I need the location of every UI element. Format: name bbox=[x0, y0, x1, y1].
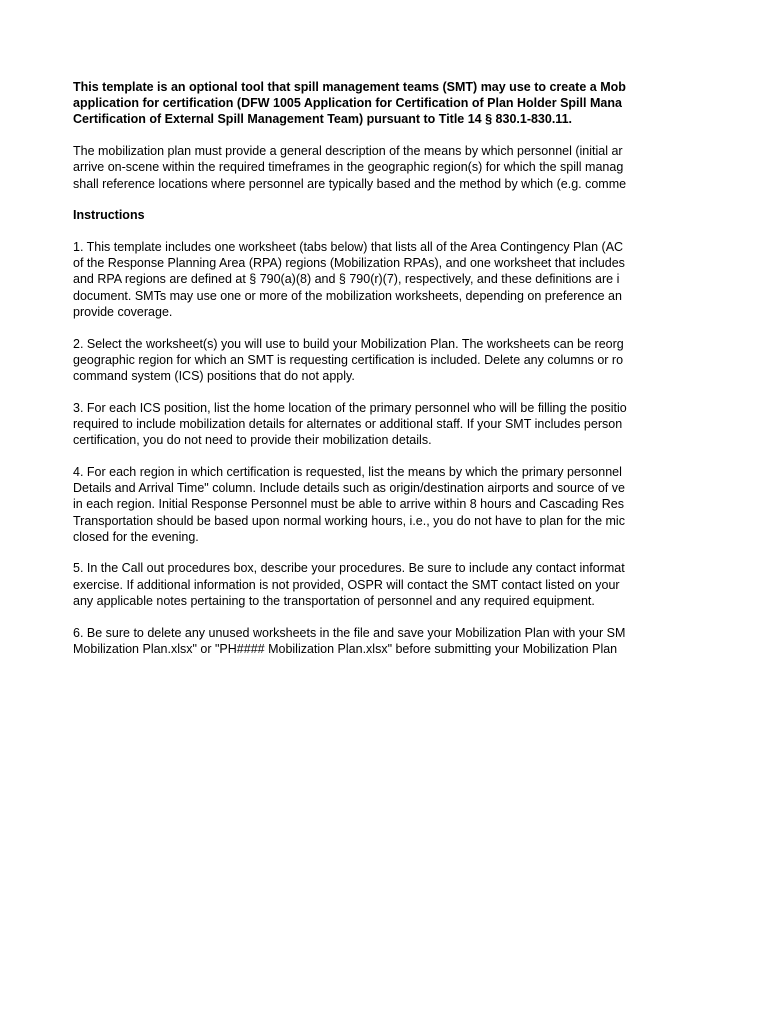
intro-line: This template is an optional tool that spill management teams (SMT) may use to create a Mob bbox=[73, 80, 626, 94]
instruction-line: exercise. If additional information is not provided, OSPR will contact the SMT contact listed on your bbox=[73, 577, 620, 592]
instruction-line: 3. For each ICS position, list the home location of the primary personnel who will be filling the positio bbox=[73, 400, 627, 415]
instruction-line: certification, you do not need to provide their mobilization details. bbox=[73, 433, 432, 448]
description-paragraph bbox=[73, 143, 681, 192]
instruction-item-4 bbox=[73, 464, 681, 545]
description-line: The mobilization plan must provide a general description of the means by which personnel (initial ar bbox=[73, 144, 623, 159]
instruction-item-2 bbox=[73, 336, 681, 385]
instruction-line: geographic region for which an SMT is requesting certification is included. Delete any columns or ro bbox=[73, 352, 624, 367]
instruction-item-6 bbox=[73, 625, 681, 657]
instruction-line: provide coverage. bbox=[73, 304, 173, 319]
instruction-line: 2. Select the worksheet(s) you will use to build your Mobilization Plan. The worksheets can be reorg bbox=[73, 336, 624, 351]
instruction-item-3 bbox=[73, 400, 681, 449]
instructions-heading: Instructions bbox=[73, 208, 145, 223]
instruction-line: of the Response Planning Area (RPA) regions (Mobilization RPAs), and one worksheet that includes bbox=[73, 256, 625, 271]
instruction-line: 5. In the Call out procedures box, describe your procedures. Be sure to include any contact informat bbox=[73, 561, 625, 576]
instruction-line: required to include mobilization details for alternates or additional staff. If your SMT includes person bbox=[73, 416, 623, 431]
instruction-line: Details and Arrival Time" column. Include details such as origin/destination airports and source of ve bbox=[73, 481, 625, 496]
instruction-line: any applicable notes pertaining to the transportation of personnel and any required equipment. bbox=[73, 593, 595, 608]
intro-line: application for certification (DFW 1005 Application for Certification of Plan Holder Spill Mana bbox=[73, 96, 622, 111]
instruction-line: command system (ICS) positions that do not apply. bbox=[73, 369, 355, 384]
description-line: shall reference locations where personnel are typically based and the method by which (e.g. comme bbox=[73, 176, 627, 191]
intro-paragraph bbox=[73, 79, 681, 128]
instruction-line: in each region. Initial Response Personnel must be able to arrive within 8 hours and Cascading Res bbox=[73, 497, 625, 512]
description-line: arrive on-scene within the required timeframes in the geographic region(s) for which the spill manag bbox=[73, 160, 624, 175]
instruction-line: 1. This template includes one worksheet (tabs below) that lists all of the Area Contingency Plan (AC bbox=[73, 240, 624, 255]
instruction-item-5 bbox=[73, 560, 681, 609]
instruction-line: Transportation should be based upon normal working hours, i.e., you do not have to plan for the mic bbox=[73, 513, 625, 528]
instruction-line: Mobilization Plan.xlsx" or "PH#### Mobilization Plan.xlsx" before submitting your Mobilization Plan bbox=[73, 641, 618, 656]
instruction-item-1 bbox=[73, 239, 681, 320]
instruction-line: closed for the evening. bbox=[73, 529, 199, 544]
instruction-line: document. SMTs may use one or more of the mobilization worksheets, depending on preference an bbox=[73, 288, 622, 303]
intro-line: Certification of External Spill Management Team) pursuant to Title 14 § 830.1-830.11. bbox=[73, 112, 572, 127]
document-content bbox=[73, 79, 681, 673]
instruction-line: 6. Be sure to delete any unused worksheets in the file and save your Mobilization Plan with your SM bbox=[73, 625, 626, 640]
instruction-line: 4. For each region in which certification is requested, list the means by which the primary personnel bbox=[73, 464, 622, 479]
instruction-line: and RPA regions are defined at § 790(a)(8) and § 790(r)(7), respectively, and these definitions are i bbox=[73, 272, 620, 287]
